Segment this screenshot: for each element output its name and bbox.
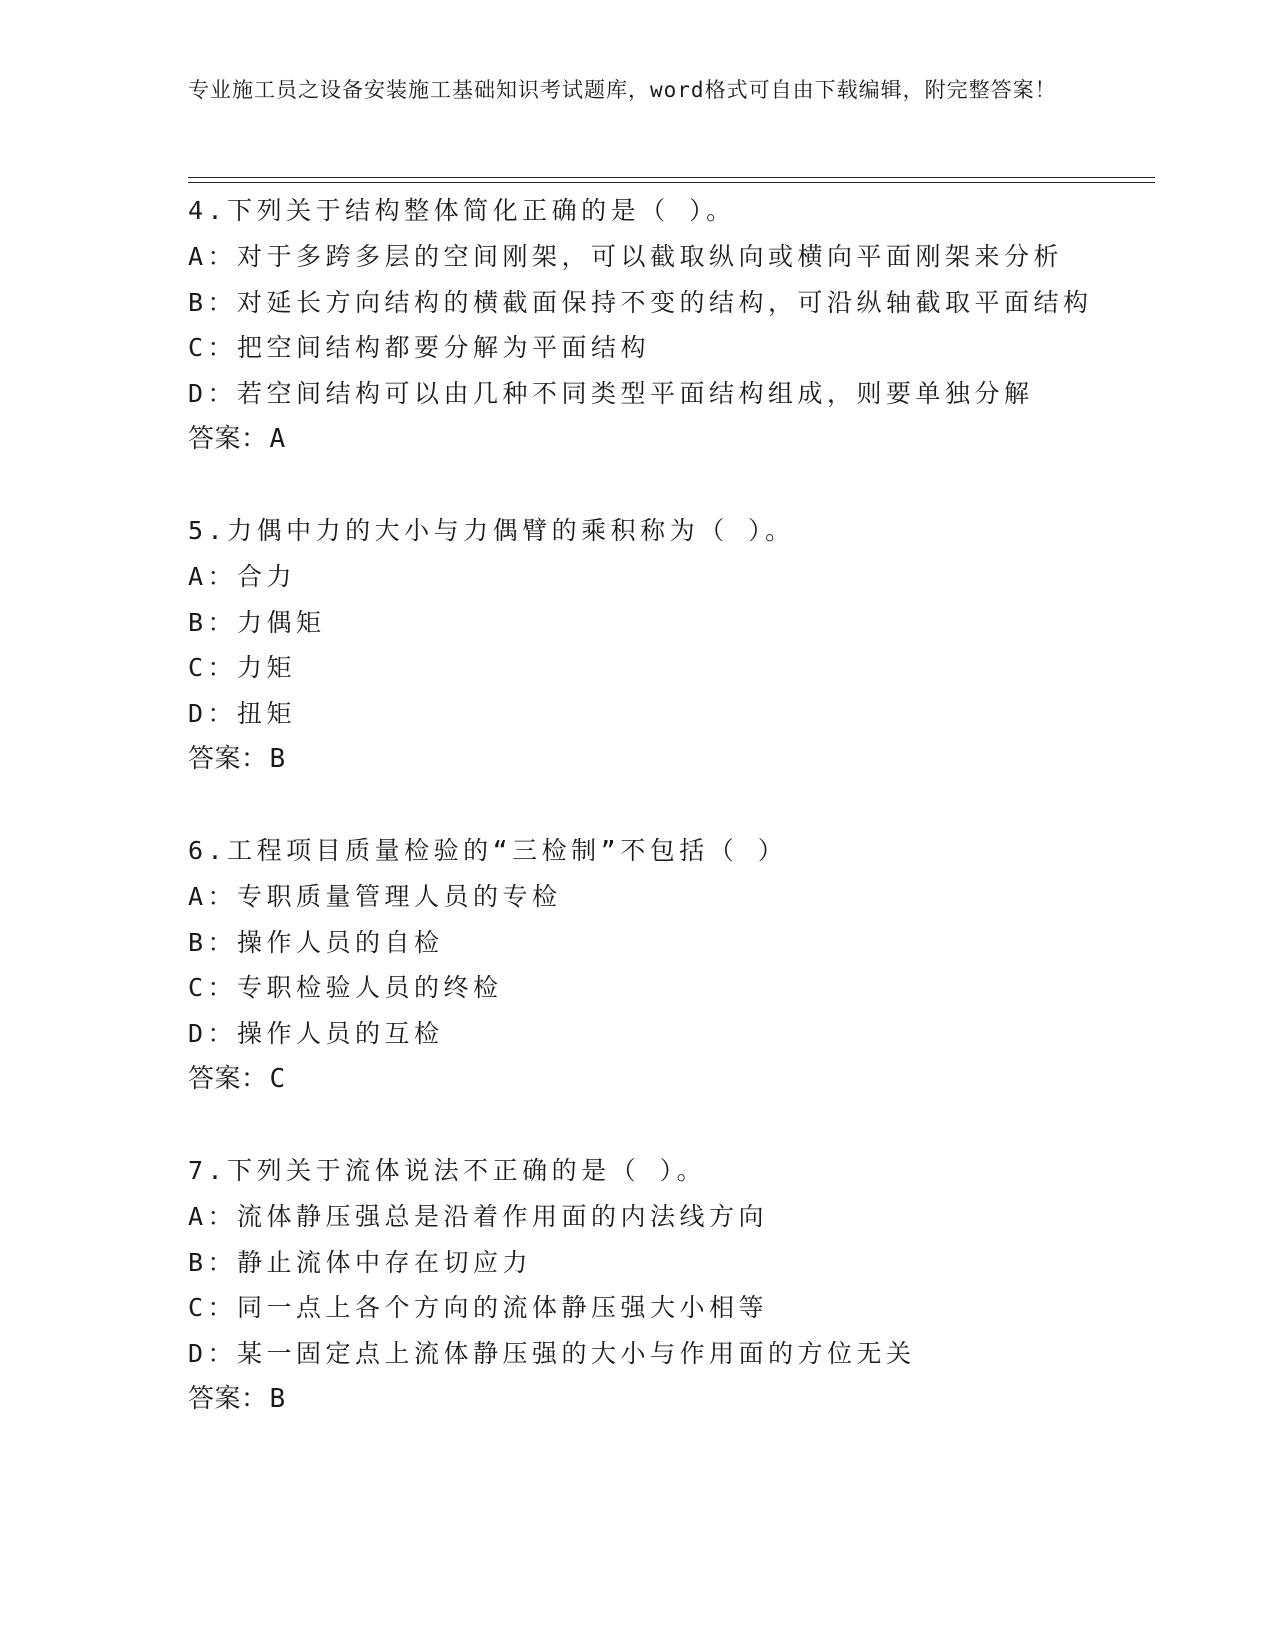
answer-value: B bbox=[269, 1383, 286, 1414]
option-a: A：专职质量管理人员的专检 bbox=[188, 881, 562, 911]
answer-line bbox=[188, 1057, 1148, 1103]
option-b: B：操作人员的自检 bbox=[188, 927, 444, 957]
question-stem: 4.下列关于结构整体简化正确的是（ ）。 bbox=[188, 196, 736, 225]
question-7 bbox=[188, 1148, 1148, 1423]
option-c: C：同一点上各个方向的流体静压强大小相等 bbox=[188, 1293, 769, 1323]
answer-line bbox=[188, 1377, 1148, 1423]
answer-value: C bbox=[269, 1063, 286, 1094]
option-a: A：对于多跨多层的空间刚架，可以截取纵向或横向平面刚架来分析 bbox=[188, 241, 1064, 271]
option-a: A：流体静压强总是沿着作用面的内法线方向 bbox=[188, 1201, 769, 1231]
answer-value: A bbox=[269, 423, 286, 454]
answer-line bbox=[188, 737, 1148, 783]
answer-value: B bbox=[269, 743, 286, 774]
option-d: D：某一固定点上流体静压强的大小与作用面的方位无关 bbox=[188, 1339, 916, 1369]
answer-line bbox=[188, 417, 1148, 463]
question-stem: 6.工程项目质量检验的“三检制”不包括（ ） bbox=[188, 836, 788, 865]
answer-label: 答案： bbox=[188, 743, 268, 774]
question-4 bbox=[188, 188, 1148, 463]
option-b: B：对延长方向结构的横截面保持不变的结构，可沿纵轴截取平面结构 bbox=[188, 287, 1093, 317]
answer-label: 答案： bbox=[188, 1063, 268, 1094]
option-b: B：静止流体中存在切应力 bbox=[188, 1247, 533, 1277]
answer-label: 答案： bbox=[188, 423, 268, 454]
option-c: C：力矩 bbox=[188, 653, 297, 683]
option-d: D：操作人员的互检 bbox=[188, 1019, 444, 1049]
answer-label: 答案： bbox=[188, 1383, 268, 1414]
option-c: C：把空间结构都要分解为平面结构 bbox=[188, 333, 651, 363]
header-divider-bottom bbox=[188, 182, 1155, 183]
header-divider-top bbox=[188, 177, 1155, 178]
question-6 bbox=[188, 828, 1148, 1103]
question-stem: 5.力偶中力的大小与力偶臂的乘积称为（ ）。 bbox=[188, 516, 795, 545]
option-d: D：若空间结构可以由几种不同类型平面结构组成，则要单独分解 bbox=[188, 379, 1034, 409]
option-b: B：力偶矩 bbox=[188, 607, 326, 637]
document-header: 专业施工员之设备安装施工基础知识考试题库，word格式可自由下载编辑，附完整答案！ bbox=[188, 78, 1057, 102]
option-a: A：合力 bbox=[188, 561, 297, 591]
question-stem: 7.下列关于流体说法不正确的是（ ）。 bbox=[188, 1156, 707, 1185]
option-d: D：扭矩 bbox=[188, 699, 297, 729]
question-5 bbox=[188, 508, 1148, 783]
option-c: C：专职检验人员的终检 bbox=[188, 973, 503, 1003]
